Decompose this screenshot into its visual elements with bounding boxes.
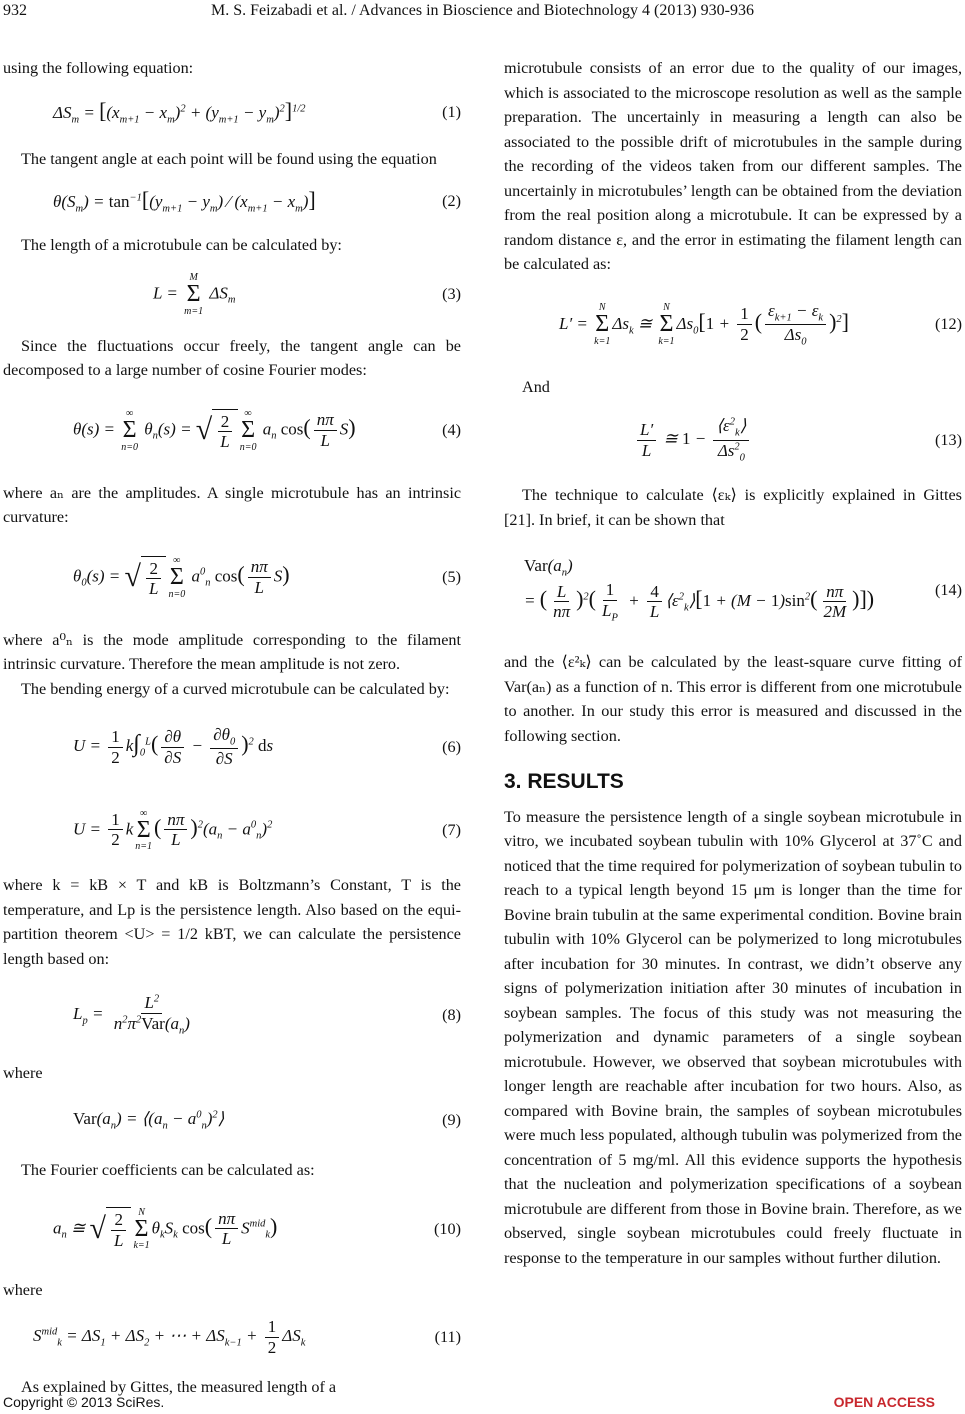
equation-7: U = $\frac{1}{2}$ k ∞ Σ n=1 ( $\frac{n\pi}{L}$ )$^2(a_n - a^0_n)^2$ (7) <box>73 807 461 853</box>
equation-number: (10) <box>434 1219 461 1238</box>
equation-number: (2) <box>442 191 461 210</box>
page-number: 932 <box>3 2 27 19</box>
page-footer <box>0 1394 965 1414</box>
left-column <box>3 56 461 1399</box>
equation-number: (8) <box>442 1005 461 1024</box>
paragraph-where-1: where <box>3 1064 43 1082</box>
section-heading: 3. RESULTS <box>504 770 624 793</box>
copyright-notice: Copyright © 2013 SciRes. <box>3 1394 165 1410</box>
equation-number: (6) <box>442 737 461 756</box>
equation-6: U = $\frac{1}{2}$ $k\int_0^L$( $\frac{\partial\theta}{\partial S}$ − $\frac{\partial\theta_0}{\partial S}$ )$^2$ ds (6) <box>73 725 461 769</box>
equation-14: $Var(a_n)$ = ( $\frac{L}{n\pi}$ )$^2$( $\frac{1}{L_P}$ + $\frac{4}{L}$ $⟨\varepsilon^2_k⟩[1 + (M - 1)\sin^2$( $\frac{n\pi}{2M}$ )]) (14) <box>524 556 962 623</box>
equation-number: (4) <box>442 421 461 440</box>
paragraph-results: To measure the persistence length of a single soybean microtubule in vitro, we incubated soybean tubulin with 10% Glycerol at 37˚C and noticed that the time required for polymerization of soybean tubulin to reach to a typical length beyond 15 μm is longer than the time for Bovine brain tubulin at the same experimental condition. Bovine brain tubulin with 10% Glycerol can be polymerized to long microtubules after incubation for 30 minutes. In contrast, we didn’t observe any signs of polymerization initiation after 30 minutes of incubation in soybean samples. The focus of this study was not measuring the polymerization and dynamic parameters of a single soybean microtubule. However, we observed that soybean microtubules with longer length are reachable after incubation for two hours. Also, as compared with Bovine brain, the samples of soybean microtubules were much less populated, although tubulin was polymerized from the concentration of 5 mg/ml. All this evidence supports the hypothesis that the nucleation and polymerization specifications of a soybean microtubule are different from those in Bovine brain. Therefore, as we observed, single soybean microtubules could freely fluctuate in response to the temperature in our samples without further dilution. <box>504 807 962 1267</box>
equation-8: $L_p$ = $\frac{L^2}{n^2\pi^2Var(a_n)}$ (8) <box>73 993 461 1036</box>
right-column <box>504 56 962 1270</box>
equation-10: $a_n$ ≅ √ $\frac{2}{L}$ N Σ k=1 $\theta_kS_k$ cos( $\frac{n\pi}{L}$ $S^{mid}_k$) (10) <box>53 1206 461 1252</box>
equation-3: L = M Σ m=1 $\Delta S_m$ (3) <box>153 272 461 317</box>
equation-5: $\theta_0(s)$ = √ $\frac{2}{L}$ ∞ Σ n=0 $a^0_n$ cos( $\frac{n\pi}{L}$ S) (5) <box>73 555 461 600</box>
equation-number: (7) <box>442 820 461 839</box>
equation-4: θ(s) = ∞ Σ n=0 $\theta_n(s)$ = √ $\frac{2}{L}$ ∞ Σ n=0 $a_n$ cos( $\frac{n\pi}{L}$ S) (4) <box>73 408 461 453</box>
paragraph-fourier: The Fourier coefficients can be calculated as: <box>21 1160 315 1179</box>
paragraph-where-a0: where a⁰ₙ is the mode amplitude corresponding to the filament intrinsic curvature. Therefore the mean amplitude is not zero. <box>3 630 461 673</box>
equation-number: (3) <box>442 285 461 304</box>
equation-number: (14) <box>935 580 962 599</box>
equation-number: (11) <box>434 1328 461 1347</box>
paragraph-where-2: where <box>3 1281 43 1299</box>
paragraph-error: microtubule consists of an error due to the quality of our images, which is associated to the microscope resolution as well as the sample preparation. The uncertainly in measuring a length can also be associated to the possible drift of microtubules in the sample during the recording of the videos taken from our different samples. The uncertainly in microtubules’ length can be obtained from the deviation from the real position along a microtubule. It can be expressed by a random distance ε, and the error in estimating the filament length can be calculated as: <box>504 59 962 273</box>
paragraph-bending: The bending energy of a curved microtubule can be calculated by: <box>21 679 450 698</box>
paragraph-gittes: As explained by Gittes, the measured length of a <box>21 1377 337 1396</box>
running-title: M. S. Feizabadi et al. / Advances in Bioscience and Biotechnology 4 (2013) 930-936 <box>211 2 754 19</box>
equation-2: $\theta(S_m) = \tan^{-1}[(y_{m+1} - y_m)$ ⁄ $(x_{m+1} - x_m)$] (2) <box>53 186 461 214</box>
equation-number: (1) <box>442 103 461 122</box>
open-access-label: OPEN ACCESS <box>833 1394 935 1410</box>
paragraph-technique: The technique to calculate ⟨εₖ⟩ is explicitly explained in Gittes [21]. In brief, it can be shown that <box>504 486 962 529</box>
running-header <box>0 0 965 30</box>
paragraph-and-the: and the ⟨ε²ₖ⟩ can be calculated by the least-square curve fitting of Var(aₙ) as a function of n. This error is different from one microtubule to another. In our study this error is measured and discussed in the following section. <box>504 653 962 745</box>
equation-9: $Var(a_n)$ = $⟨(a_n$ − $a^0_n)^2⟩$ (9) <box>73 1108 461 1131</box>
paragraph-where-k: where k = kB × T and kB is Boltzmann’s Constant, T is the temperature, and Lp is the persistence length. Also based on the equi-partition theorem <U> = 1/2 kBT, we can calculate the persistence length based on: <box>3 876 461 968</box>
paragraph-tangent: The tangent angle at each point will be found using the equation <box>21 149 437 168</box>
equation-number: (12) <box>935 315 962 334</box>
paragraph-fluctuations: Since the fluctuations occur freely, the tangent angle can be decomposed to a large number of cosine Fourier modes: <box>3 336 461 379</box>
equation-number: (5) <box>442 568 461 587</box>
paragraph-using: using the following equation: <box>3 59 194 77</box>
equation-1: $\Delta S_m = [(x_{m+1} - x_m)^2 + (y_{m+1} - y_m)^2]^{1/2}$ (1) <box>53 98 461 126</box>
paragraph-length: The length of a microtubule can be calculated by: <box>21 236 342 254</box>
equation-number: (13) <box>935 430 962 449</box>
equation-13: $\frac{L'}{L}$ ≅ 1 − $\frac{⟨\varepsilon^2_k⟩}{\Delta s^2_0}$ (13) <box>504 405 962 475</box>
equation-number: (9) <box>442 1111 461 1130</box>
paragraph-and: And <box>522 377 550 396</box>
equation-11: $S^{mid}_k = \Delta S_1 + \Delta S_2$ + ⋯ + $\Delta S_{k-1}$ + $\frac{1}{2}$ $\Delta S_k$ (11) <box>33 1317 461 1357</box>
equation-12: L′ = N Σ k=1 $\Delta s_k$ ≅ N Σ k=1 $\Delta s_0[1$ + $\frac{1}{2}$ ( $\frac{\varepsilon_{k+1} - \varepsilon_k}{\Delta s_0}$ )$^2$] (12) <box>559 300 962 348</box>
paragraph-where-an: where aₙ are the amplitudes. A single microtubule has an intrinsic curvature: <box>3 483 461 526</box>
